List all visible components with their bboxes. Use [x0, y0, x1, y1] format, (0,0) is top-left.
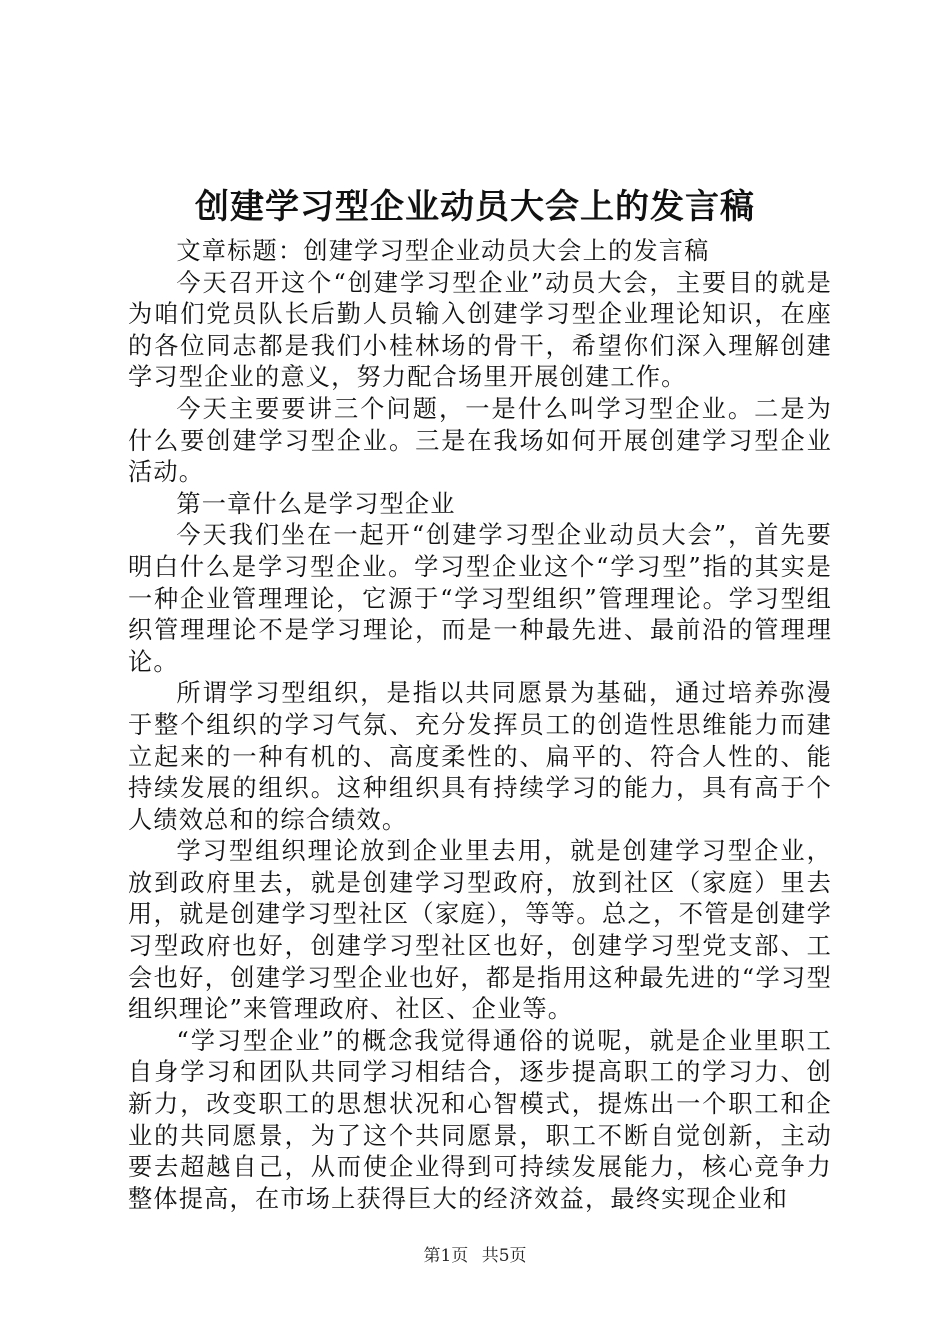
paragraph-article-title: 文章标题：创建学习型企业动员大会上的发言稿 — [176, 237, 710, 265]
page-number: 第1页 — [423, 1246, 469, 1266]
paragraph: 今天我们坐在一起开“创建学习型企业动员大会”，首先要明白什么是学习型企业。学习型企业这个“学习型”指的其实是一种企业管理理论，它源于“学习型组织”管理理论。学习型组织管理理论不是学习理论，而是一种最先进、最前沿的管理理论。 — [128, 521, 832, 676]
paragraph: 所谓学习型组织，是指以共同愿景为基础，通过培养弥漫于整个组织的学习气氛、充分发挥员工的创造性思维能力而建立起来的一种有机的、高度柔性的、扁平的、符合人性的、能持续发展的组织。这种组织具有持续学习的能力，具有高于个人绩效总和的综合绩效。 — [128, 679, 832, 834]
paragraph: “学习型企业”的概念我觉得通俗的说呢，就是企业里职工自身学习和团队共同学习相结合，逐步提高职工的学习力、创新力，改变职工的思想状况和心智模式，提炼出一个职工和企业的共同愿景，为了这个共同愿景，职工不断自觉创新，主动要去超越自己，从而使企业得到可持续发展能力，核心竞争力整体提高，在市场上获得巨大的经济效益，最终实现企业和 — [128, 1026, 832, 1213]
chapter-heading: 第一章什么是学习型企业 — [176, 489, 456, 518]
page-footer — [0, 1244, 950, 1268]
document-title: 创建学习型企业动员大会上的发言稿 — [195, 187, 755, 227]
paragraph: 今天主要要讲三个问题，一是什么叫学习型企业。二是为什么要创建学习型企业。三是在我场如何开展创建学习型企业活动。 — [128, 394, 832, 487]
document-body — [128, 236, 832, 1215]
paragraph: 今天召开这个“创建学习型企业”动员大会，主要目的就是为咱们党员队长后勤人员输入创建学习型企业理论知识，在座的各位同志都是我们小桂林场的骨干，希望你们深入理解创建学习型企业的意义，努力配合场里开展创建工作。 — [128, 268, 832, 392]
paragraph: 学习型组织理论放到企业里去用，就是创建学习型企业，放到政府里去，就是创建学习型政府，放到社区（家庭）里去用，就是创建学习型社区（家庭），等等。总之，不管是创建学习型政府也好，创建学习型社区也好，创建学习型党支部、工会也好，创建学习型企业也好，都是指用这种最先进的“学习型组织理论”来管理政府、社区、企业等。 — [128, 837, 832, 1024]
page-total: 共5页 — [481, 1246, 527, 1266]
